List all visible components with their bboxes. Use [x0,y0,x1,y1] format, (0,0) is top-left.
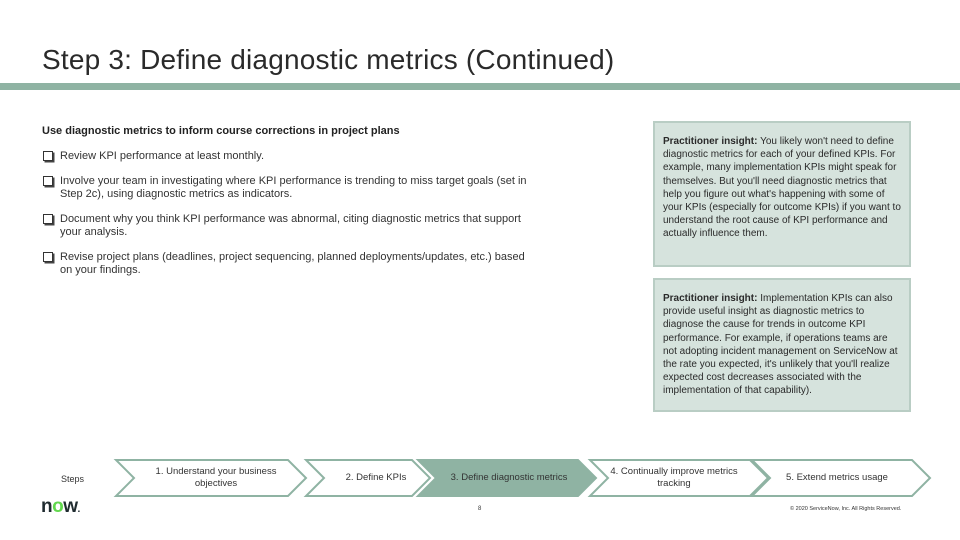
insight-label: Practitioner insight: [663,136,758,147]
insight-label: Practitioner insight: [663,293,758,304]
checklist-item-text: Review KPI performance at least monthly. [60,150,264,162]
insight-text: Implementation KPIs can also provide useful insight as diagnostic metrics to diagnose the cause for trends in outcome KPI performance. For example, if operations teams are not adopting incident management on ServiceNow at the rate you expected, it's unlikely that you'll realize expected cost decreases associated with the implementation of that capability). [663,293,898,397]
copyright-notice: © 2020 ServiceNow, Inc. All Rights Reserved. [790,506,902,512]
checklist-item-text: Revise project plans (deadlines, project sequencing, planned deployments/updates, etc.) based on your findings. [60,251,525,276]
insight-text: You likely won't need to define diagnostic metrics for each of your defined KPIs. For example, many implementation KPIs might speak for themselves. But you'll need diagnostic metrics that help you figure out what's happening with some of your KPIs (especially for outcome KPIs) if you want to understand the root cause of KPI performance and actually influence them. [663,136,901,240]
step-label-4: 4. Continually improve metrics tracking [610,466,738,489]
step-label-3: 3. Define diagnostic metrics [450,472,568,483]
steps-label: Steps [61,474,85,484]
servicenow-logo: now. [41,496,80,517]
step-label-2: 2. Define KPIs [345,472,407,483]
page-title: Step 3: Define diagnostic metrics (Continued) [42,44,615,75]
checklist-item-text: Document why you think KPI performance was abnormal, citing diagnostic metrics that support your analysis. [60,213,521,238]
step-label-1: 1. Understand your business objectives [155,466,277,489]
section-subheading: Use diagnostic metrics to inform course corrections in project plans [42,125,400,137]
step-label-5: 5. Extend metrics usage [786,472,888,483]
checklist-item-text: Involve your team in investigating where KPI performance is trending to miss target goals (set in Step 2c), using diagnostic metrics as indicators. [60,175,527,200]
page-number: 8 [478,506,482,512]
